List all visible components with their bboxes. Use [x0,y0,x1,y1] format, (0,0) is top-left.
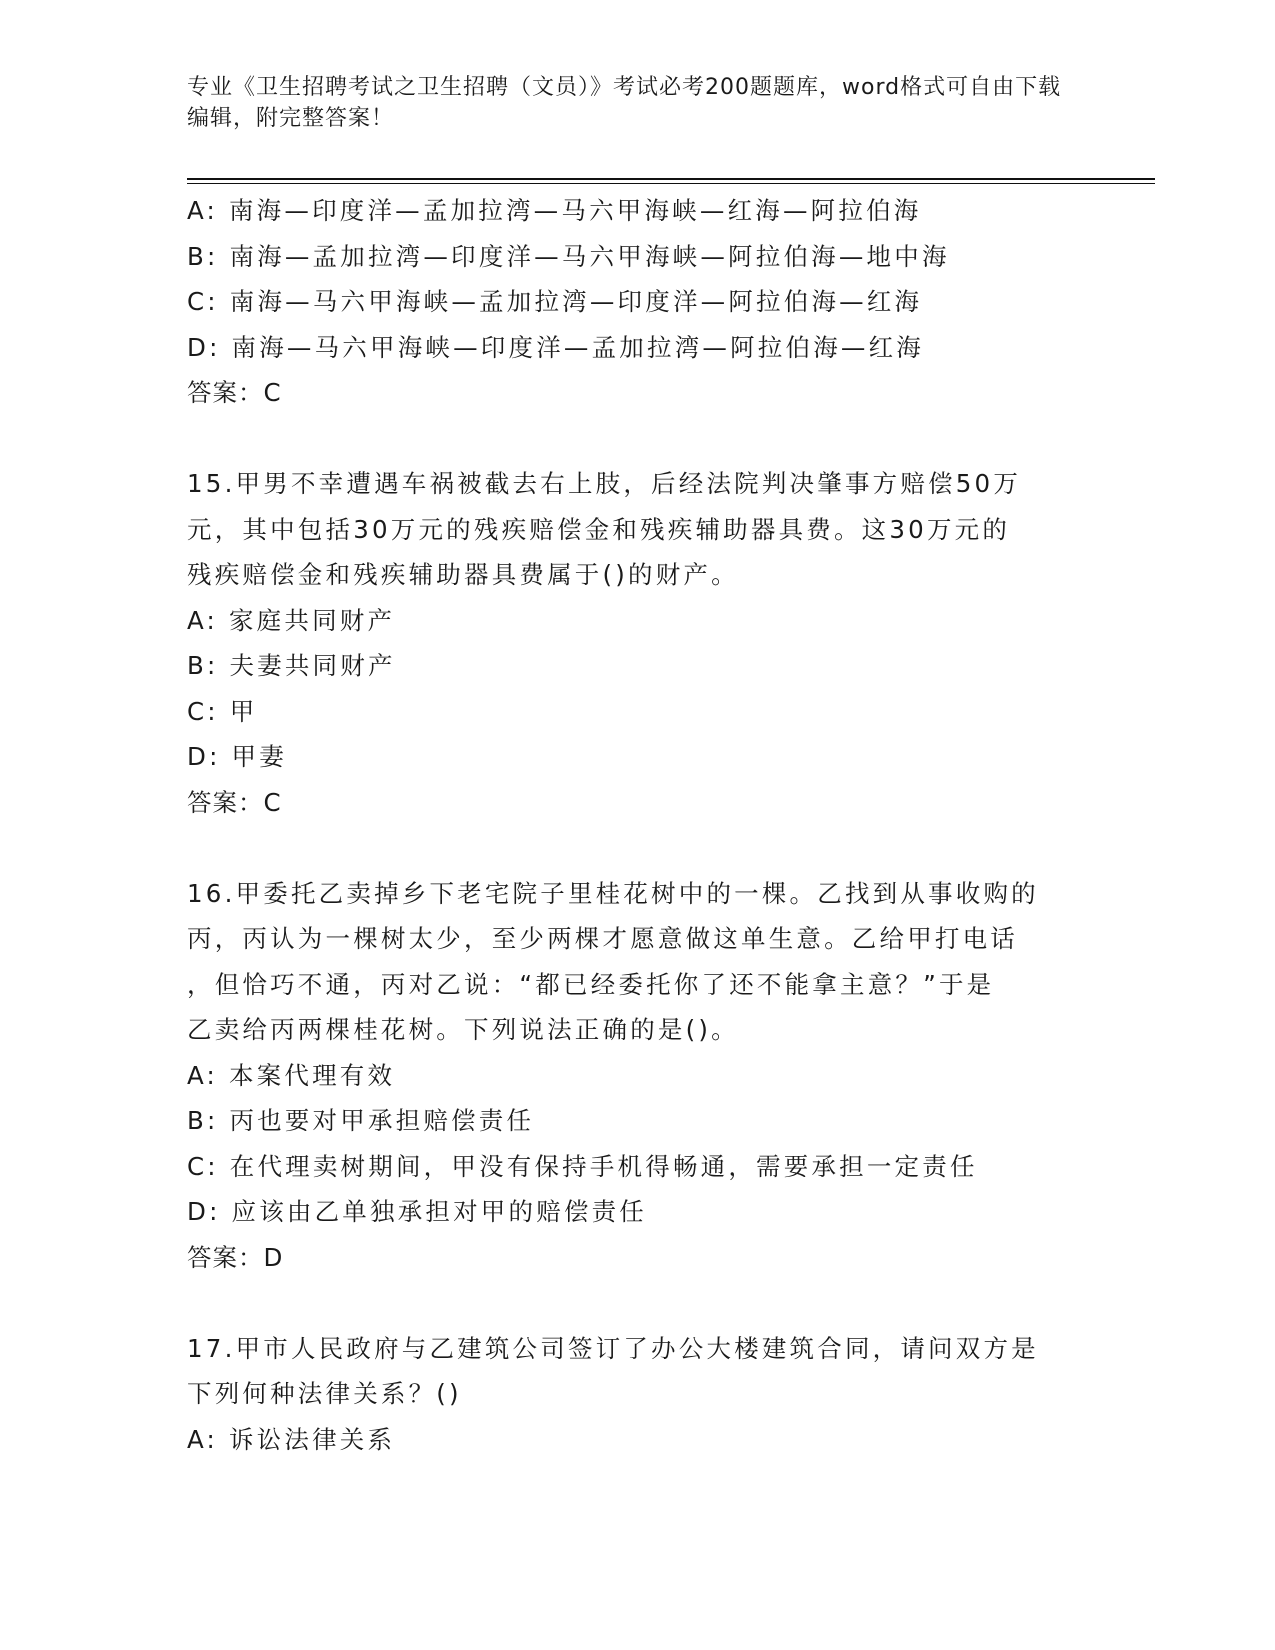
block-spacer [187,825,1087,871]
answer-line: 答案：D [187,1242,284,1272]
question-block [187,871,1087,1281]
question-block [187,461,1087,825]
question-text-line: ，但恰巧不通，丙对乙说：“都已经委托你了还不能拿主意？”于是 [187,969,995,999]
option-b: B: 丙也要对甲承担赔偿责任 [187,1106,535,1135]
header-rule-thick [187,178,1155,180]
option-a: A: 南海—印度洋—孟加拉湾—马六甲海峡—红海—阿拉伯海 [187,196,922,225]
block-spacer [187,416,1087,462]
option-d: D: 应该由乙单独承担对甲的赔偿责任 [187,1197,648,1226]
question-text-line: 乙卖给丙两棵桂花树。下列说法正确的是()。 [187,1015,739,1044]
question-text-line: 下列何种法律关系？() [187,1379,462,1408]
question-text-line: 元，其中包括30万元的残疾赔偿金和残疾辅助器具费。这30万元的 [187,514,1011,544]
header-rule-thin [187,183,1155,184]
option-b: B: 南海—孟加拉湾—印度洋—马六甲海峡—阿拉伯海—地中海 [187,241,950,271]
question-list [187,188,1087,1462]
option-d: D: 甲妻 [187,742,287,771]
option-d: D: 南海—马六甲海峡—印度洋—孟加拉湾—阿拉伯海—红海 [187,332,925,362]
question-text-line: 丙，丙认为一棵树太少，至少两棵才愿意做这单生意。乙给甲打电话 [187,924,1018,953]
option-c: C: 在代理卖树期间，甲没有保持手机得畅通，需要承担一定责任 [187,1151,978,1181]
answer-line: 答案：C [187,378,282,407]
question-block [187,188,1087,416]
option-a: A: 本案代理有效 [187,1060,396,1090]
option-b: B: 夫妻共同财产 [187,651,396,680]
option-a: A: 家庭共同财产 [187,605,396,635]
question-text-line: 17.甲市人民政府与乙建筑公司签订了办公大楼建筑合同，请问双方是 [187,1333,1039,1363]
answer-line: 答案：C [187,787,282,817]
option-c: C: 南海—马六甲海峡—孟加拉湾—印度洋—阿拉伯海—红海 [187,287,923,316]
document-header: 专业《卫生招聘考试之卫生招聘（文员）》考试必考200题题库，word格式可自由下载编辑，附完整答案！ [187,75,1062,131]
block-spacer [187,1280,1087,1326]
option-c: C: 甲 [187,696,258,726]
question-block [187,1326,1087,1463]
question-text-line: 15.甲男不幸遭遇车祸被截去右上肢，后经法院判决肇事方赔偿50万 [187,469,1022,498]
question-text-line: 残疾赔偿金和残疾辅助器具费属于()的财产。 [187,560,739,589]
option-a: A: 诉讼法律关系 [187,1424,396,1454]
question-text-line: 16.甲委托乙卖掉乡下老宅院子里桂花树中的一棵。乙找到从事收购的 [187,878,1039,908]
